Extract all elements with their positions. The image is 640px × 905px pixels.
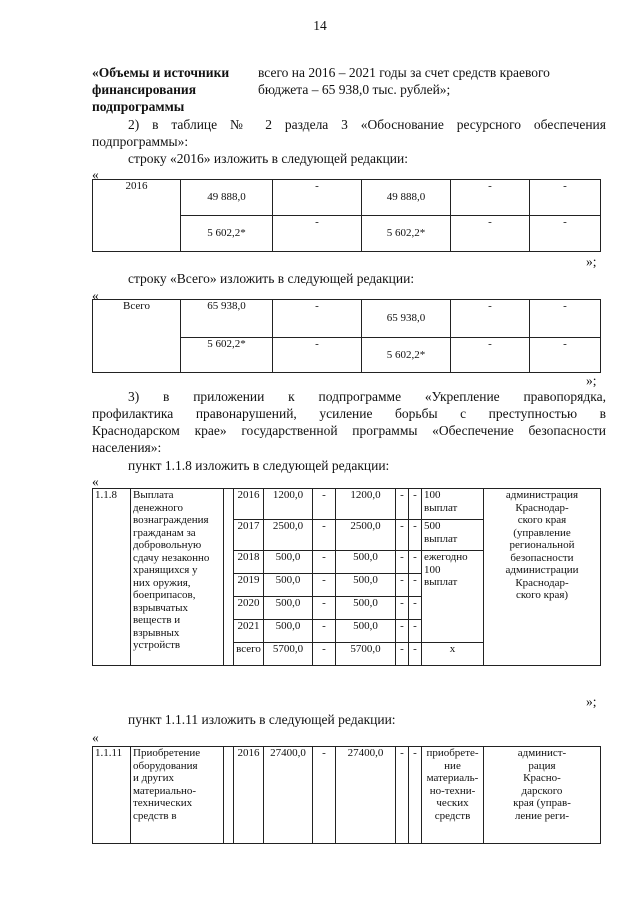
result-cell	[422, 520, 484, 551]
amount-cell: -	[530, 300, 601, 338]
result-cell	[422, 747, 484, 844]
amount-cell: 500,0	[336, 574, 396, 597]
result-line: ческих	[436, 797, 469, 809]
year-cell: 2016	[234, 747, 264, 844]
executor-line: Краснодар-	[515, 501, 569, 514]
amount-cell: 1200,0	[336, 489, 396, 520]
result-line: выплат	[424, 501, 458, 514]
para2-line: подпрограммы»:	[92, 134, 189, 149]
amount-cell: -	[451, 216, 530, 252]
amount-cell: 5700,0	[264, 643, 313, 666]
result-line: 100	[424, 563, 441, 576]
amount-cell: 500,0	[264, 551, 313, 574]
executor-line: (управление	[513, 526, 571, 539]
year-cell: 2021	[234, 620, 264, 643]
para2-line: 2) в таблице № 2 раздела 3 «Обоснование ресурсного обеспечения	[128, 117, 606, 132]
instruction-1111: пункт 1.1.11 изложить в следующей редакции:	[128, 712, 396, 727]
item-name	[131, 489, 224, 666]
amount-cell: -	[273, 300, 362, 338]
amount-cell: -	[396, 620, 409, 643]
amount-cell: -	[273, 180, 362, 216]
amount-cell: -	[396, 551, 409, 574]
amount-cell: -	[451, 338, 530, 373]
item-name-line: добровольную	[133, 539, 202, 551]
amount-cell: 27400,0	[264, 747, 313, 844]
amount-cell: -	[451, 300, 530, 338]
amount-cell: 500,0	[336, 620, 396, 643]
item-name	[131, 747, 224, 844]
table-row-2016	[92, 179, 601, 252]
result-line: выплат	[424, 576, 458, 588]
amount-cell: 27400,0	[336, 747, 396, 844]
amount-cell: -	[409, 643, 422, 666]
amount-cell: -	[530, 180, 601, 216]
amount-cell: -	[530, 216, 601, 252]
table-item-118	[92, 488, 601, 666]
executor-line: администрации	[505, 564, 579, 576]
amount-cell: 500,0	[264, 597, 313, 620]
amount-cell: -	[313, 489, 336, 520]
amount-cell: -	[396, 747, 409, 844]
close-quote: »;	[586, 254, 597, 269]
executor-line: ского края)	[515, 589, 569, 601]
result-line: выплат	[424, 532, 458, 545]
instruction-2016: строку «2016» изложить в следующей редакции:	[128, 151, 409, 166]
amount-cell: -	[273, 216, 362, 252]
result-line: ние	[444, 759, 461, 772]
page-number: 14	[313, 18, 327, 33]
instruction-118: пункт 1.1.8 изложить в следующей редакции:	[128, 458, 390, 473]
open-quote: «	[92, 474, 99, 489]
amount-cell: -	[396, 597, 409, 620]
amount-cell: 65 938,0	[181, 300, 273, 338]
amount-cell: 5700,0	[336, 643, 396, 666]
result-cell: х	[422, 643, 484, 666]
amount-cell: 5 602,2*	[181, 338, 273, 373]
amount-cell: 1200,0	[264, 489, 313, 520]
item-name-line: и других	[133, 772, 174, 784]
executor-cell	[484, 489, 601, 666]
amount-cell: -	[273, 338, 362, 373]
item-name-line: оборудования	[133, 759, 198, 772]
instruction-vsego: строку «Всего» изложить в следующей редакции:	[128, 271, 415, 286]
executor-line: Красно-	[523, 772, 561, 784]
item-name-line: сдачу незаконно	[133, 551, 210, 564]
passport-label-line: «Объемы и источники	[92, 65, 230, 80]
amount-cell: 500,0	[336, 551, 396, 574]
item-number: 1.1.8	[93, 489, 131, 666]
result-cell	[422, 489, 484, 520]
amount-cell: 49 888,0	[362, 180, 451, 216]
item-name-line: вознаграждения	[133, 514, 209, 526]
item-name-line: Приобретение	[133, 747, 201, 759]
para3-line: профилактика правонарушений, усиление борьбы с преступностью в	[92, 406, 606, 421]
amount-cell: 5 602,2*	[362, 216, 451, 252]
table-row-vsego	[92, 299, 601, 373]
item-name-line: денежного	[133, 501, 183, 514]
amount-cell: 500,0	[264, 620, 313, 643]
result-line: 100	[424, 489, 441, 501]
year-cell: 2017	[234, 520, 264, 551]
passport-label-line: финансирования	[92, 82, 197, 97]
item-name-line: гражданам за	[133, 526, 196, 539]
amount-cell: -	[313, 747, 336, 844]
item-name-line: боеприпасов,	[133, 589, 196, 601]
amount-cell: 500,0	[336, 597, 396, 620]
item-name-line: хранящихся у	[133, 564, 198, 576]
close-quote: »;	[586, 373, 597, 388]
item-name-line: технических	[133, 797, 193, 809]
amount-cell: -	[409, 489, 422, 520]
executor-line: безопасности	[510, 551, 574, 564]
amount-cell: -	[313, 574, 336, 597]
status-cell	[224, 489, 234, 666]
amount-cell: 49 888,0	[181, 180, 273, 216]
result-line: ежегодно	[424, 551, 468, 563]
result-line: но-техни-	[429, 784, 476, 797]
amount-cell: 2500,0	[336, 520, 396, 551]
amount-cell: 2500,0	[264, 520, 313, 551]
result-line: 500	[424, 520, 441, 532]
item-name-line: взрывных	[133, 626, 180, 639]
status-cell	[224, 747, 234, 844]
executor-line: ление реги-	[514, 809, 570, 822]
open-quote: «	[92, 730, 99, 745]
amount-cell: -	[409, 597, 422, 620]
executor-line: администрация	[505, 489, 579, 501]
item-number: 1.1.11	[93, 747, 131, 844]
row-label: Всего	[93, 300, 181, 373]
executor-line: Краснодар-	[515, 576, 569, 589]
executor-line: рация	[528, 759, 556, 772]
amount-cell: -	[409, 747, 422, 844]
item-name-line: Выплата	[133, 489, 174, 501]
para3-line: Краснодарском крае» государственной программы «Обеспечение безопасности	[92, 423, 606, 438]
result-line: материаль-	[426, 772, 479, 784]
amount-cell: -	[396, 643, 409, 666]
amount-cell: 500,0	[264, 574, 313, 597]
year-cell: 2019	[234, 574, 264, 597]
row-label: 2016	[93, 180, 181, 252]
amount-cell: -	[396, 574, 409, 597]
executor-line: дарского	[521, 784, 563, 797]
amount-cell: 5 602,2*	[362, 338, 451, 373]
passport-value-line: всего на 2016 – 2021 годы за счет средств краевого	[258, 65, 550, 80]
year-cell: 2018	[234, 551, 264, 574]
year-cell: всего	[234, 643, 264, 666]
amount-cell: -	[313, 620, 336, 643]
amount-cell: -	[313, 551, 336, 574]
open-quote: «	[92, 167, 99, 182]
table-item-1111	[92, 746, 601, 844]
amount-cell: -	[530, 338, 601, 373]
amount-cell: -	[313, 643, 336, 666]
amount-cell: -	[409, 520, 422, 551]
amount-cell: -	[451, 180, 530, 216]
executor-cell	[484, 747, 601, 844]
amount-cell: -	[396, 489, 409, 520]
passport-label-line: подпрограммы	[92, 99, 185, 114]
year-cell: 2016	[234, 489, 264, 520]
amount-cell: -	[409, 551, 422, 574]
passport-label	[92, 64, 252, 115]
close-quote: »;	[586, 694, 597, 709]
para3-line: 3) в приложении к подпрограмме «Укрепление правопорядка,	[128, 389, 606, 404]
amount-cell: -	[313, 520, 336, 551]
open-quote: «	[92, 288, 99, 303]
passport-value	[258, 64, 618, 98]
item-name-line: устройств	[133, 639, 181, 651]
executor-line: админист-	[517, 747, 567, 759]
amount-cell: -	[396, 520, 409, 551]
item-name-line: взрывчатых	[133, 601, 189, 614]
item-name-line: них оружия,	[133, 576, 191, 589]
para3-line: населения»:	[92, 440, 162, 455]
executor-line: ского края	[517, 514, 567, 526]
amount-cell: 65 938,0	[362, 300, 451, 338]
result-line: приобрете-	[426, 747, 479, 759]
amount-cell: 5 602,2*	[181, 216, 273, 252]
executor-line: региональной	[509, 539, 575, 551]
result-cell	[422, 551, 484, 643]
executor-line: края (управ-	[513, 797, 571, 809]
amount-cell: -	[409, 620, 422, 643]
item-name-line: веществ и	[133, 614, 181, 626]
amount-cell: -	[409, 574, 422, 597]
passport-value-line: бюджета – 65 938,0 тыс. рублей»;	[258, 82, 451, 97]
year-cell: 2020	[234, 597, 264, 620]
item-name-line: средств в	[133, 809, 177, 822]
item-name-line: материально-	[133, 784, 197, 797]
result-line: средств	[434, 809, 471, 822]
amount-cell: -	[313, 597, 336, 620]
